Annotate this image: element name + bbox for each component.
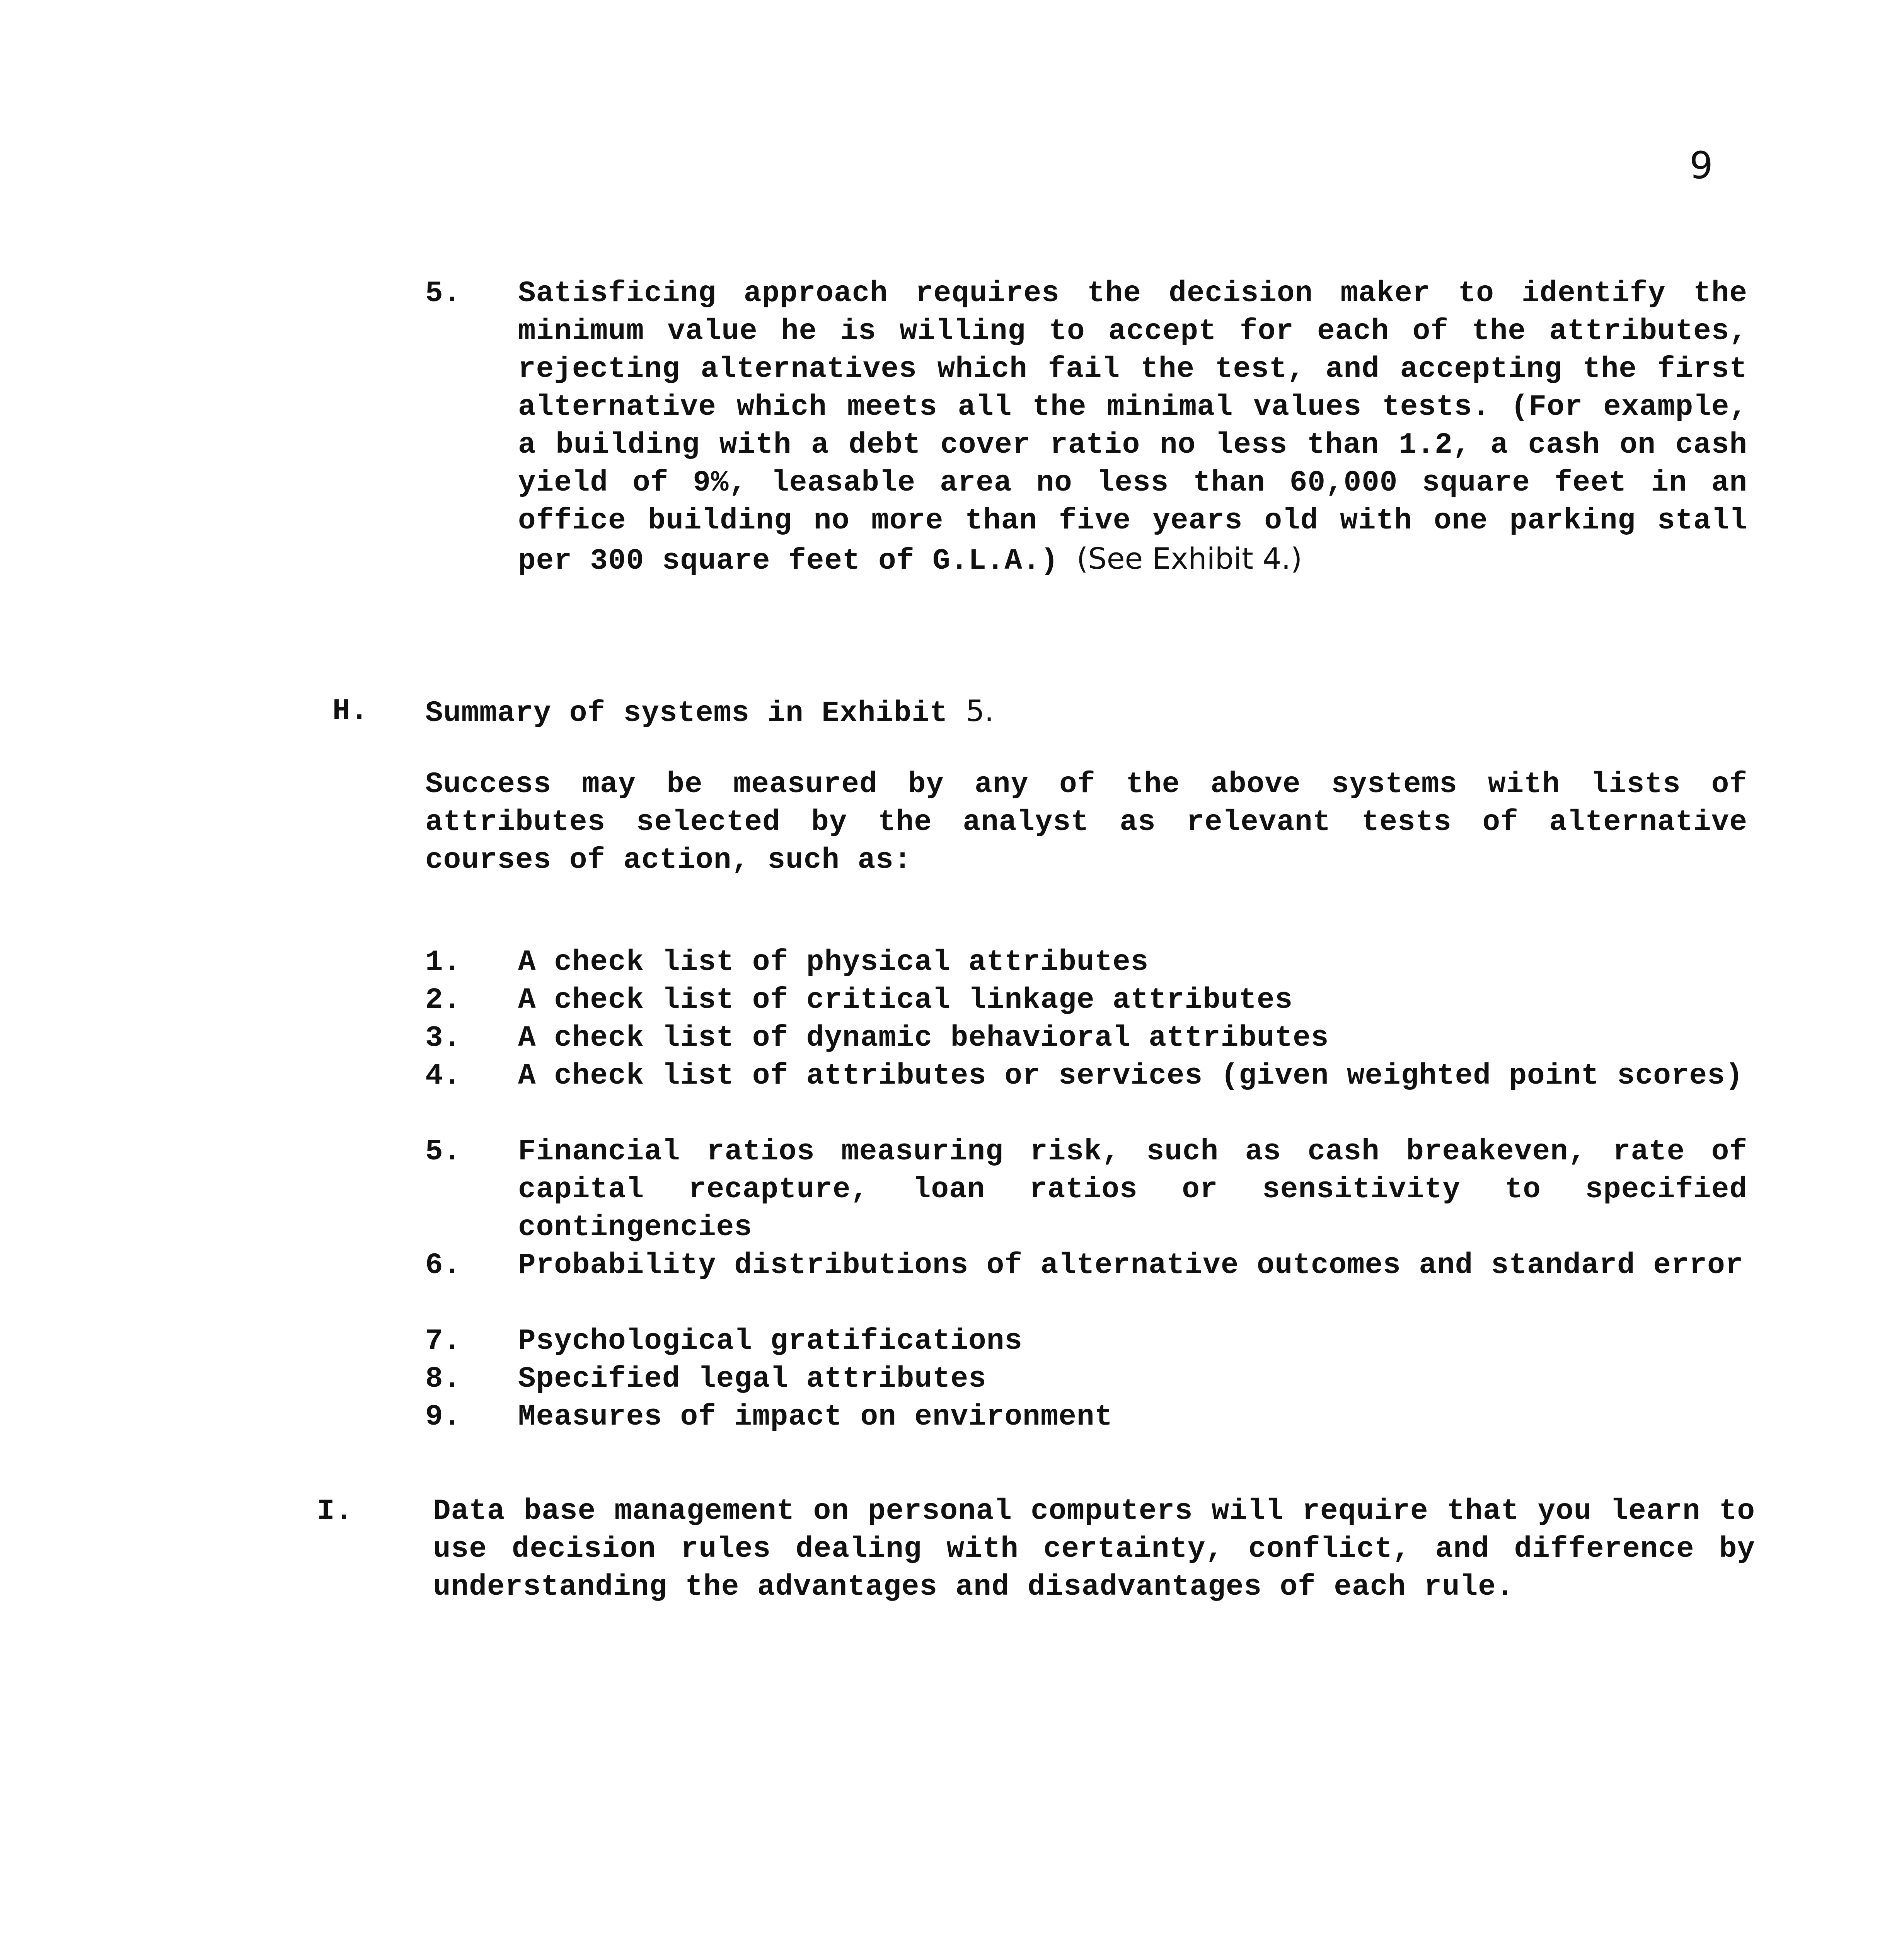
list-item-text: Measures of impact on environment [518,1400,1113,1434]
list-item-text: A check list of attributes or services (given weighted point scores) [518,1059,1744,1093]
list-item-marker: 9. [425,1400,462,1434]
list-item-text: Psychological gratifications [518,1324,1023,1358]
list-item-text: Financial ratios measuring risk, such as cash breakeven, rate of capital recapture, loan ratios or sensitivity to specified contingencies [518,1135,1747,1244]
section-i-marker: I. [317,1495,353,1528]
section-h-heading-text: Summary of systems in Exhibit [425,697,948,730]
list-item-marker: 2. [425,984,462,1017]
item-5-exhibit-ref: (See Exhibit 4.) [1076,541,1302,576]
section-h-marker: H. [332,694,369,728]
list-item-text: A check list of critical linkage attributes [518,984,1293,1017]
section-i-text: Data base management on personal computers will require that you learn to use decision rules dealing with certainty, conflict, and difference by understanding the advantages and disadvantages of each rule. [433,1495,1755,1604]
item-5-marker: 5. [425,277,462,310]
item-5-text [518,274,1747,580]
section-i [317,1492,1755,1662]
section-h-list [425,943,1747,1461]
section-h-heading-number: 5. [966,694,994,728]
list-item-marker: 6. [425,1249,462,1282]
list-item-marker: 4. [425,1059,462,1093]
section-h-heading [425,692,1747,732]
list-item-marker: 3. [425,1021,462,1055]
list-item-text: A check list of dynamic behavioral attributes [518,1021,1329,1055]
list-item-marker: 5. [425,1135,462,1168]
section-h-paragraph: Success may be measured by any of the above systems with lists of attributes selected by the analyst as relevant tests of alternative courses of action, such as: [425,768,1747,877]
list-item-marker: 8. [425,1362,462,1396]
list-item-text: Specified legal attributes [518,1362,987,1396]
item-5 [425,274,1747,661]
section-h [332,692,1747,1465]
list-item-marker: 7. [425,1324,462,1358]
page-number: 9 [1689,144,1713,187]
list-item-text: A check list of physical attributes [518,946,1149,979]
item-5-body: Satisficing approach requires the decision maker to identify the minimum value he is willing to accept for each of the attributes, rejecting alternatives which fail the test, and accepting the first alternative which meets all the minimal values tests. (For example, a building with a debt cover ratio no less than 1.2, a cash on cash yield of 9%, leasable area no less than 60,000 square feet in an office building no more than five years old with one parking stall per 300 square feet of G.L.A.) [518,277,1747,578]
list-item-marker: 1. [425,946,462,979]
list-item-text: Probability distributions of alternative outcomes and standard error [518,1249,1744,1282]
